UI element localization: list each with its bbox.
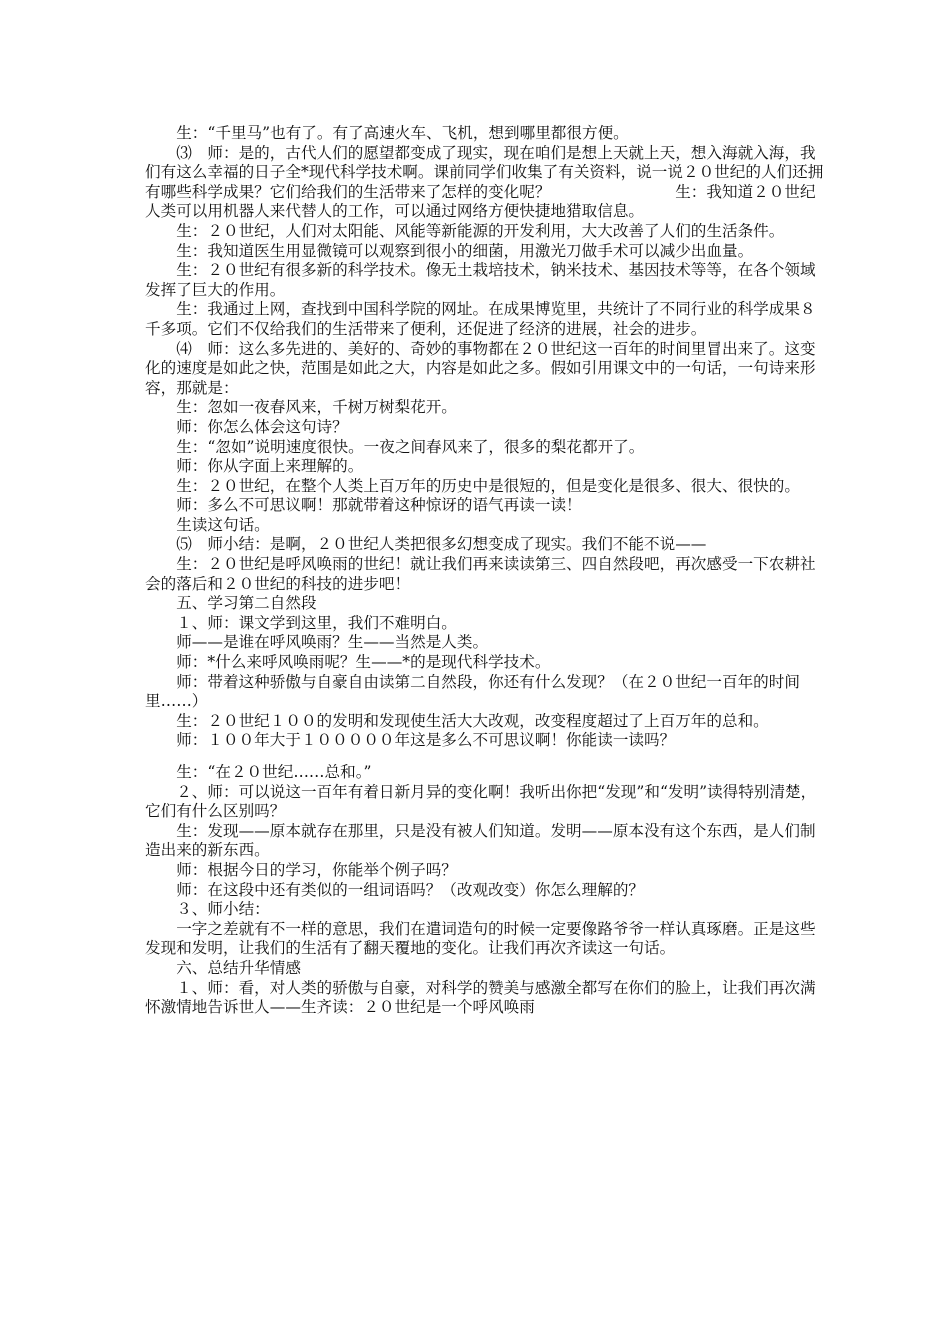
- paragraph: 师：在这段中还有类似的一组词语吗？（改观改变）你怎么理解的？: [176, 880, 645, 899]
- paragraph: 师——是谁在呼风唤雨？生——当然是人类。: [176, 633, 489, 652]
- paragraph: １、师：课文学到这里，我们不难明白。: [176, 613, 457, 632]
- paragraph: 师：你从字面上来理解的。: [176, 457, 364, 476]
- paragraph: 师：*什么来呼风唤雨呢？生——*的是现代科学技术。: [176, 653, 551, 672]
- paragraph: 师：你怎么体会这句诗？: [176, 417, 348, 436]
- paragraph: 生：发现——原本就存在那里，只是没有被人们知道。发明——原本没有这个东西，是人们制造出来的新东西。: [145, 821, 816, 860]
- paragraph: 师：带着这种骄傲与自豪自由读第二自然段，你还有什么发现？（在２０世纪一百年的时间里……）: [145, 672, 800, 711]
- paragraph: 生：我通过上网，查找到中国科学院的网址。在成果博览里，共统计了不同行业的科学成果８千多项。它们不仅给我们的生活带来了便利，还促进了经济的进展，社会的进步。: [145, 300, 816, 338]
- paragraph: 生：２０世纪有很多新的科学技术。像无土栽培技术，钠米技术、基因技术等等，在各个领域发挥了巨大的作用。: [145, 261, 816, 299]
- paragraph: 生：２０世纪，人们对太阳能、风能等新能源的开发利用，大大改善了人们的生活条件。: [176, 221, 785, 240]
- paragraph: 生：我知道医生用显微镜可以观察到很小的细菌，用激光刀做手术可以减少出血量。: [176, 241, 754, 260]
- paragraph: 一字之差就有不一样的意思，我们在遣词造句的时候一定要像路爷爷一样认真琢磨。正是这些发现和发明，让我们的生活有了翻天覆地的变化。让我们再次齐读这一句话。: [145, 919, 816, 958]
- paragraph: 生：“忽如”说明速度很快。一夜之间春风来了，很多的梨花都开了。: [176, 437, 645, 456]
- section-heading: 六、总结升华情感: [176, 958, 301, 977]
- paragraph: 生：２０世纪是呼风唤雨的世纪！就让我们再来读读第三、四自然段吧，再次感受一下农耕社会的落后和２０世纪的科技的进步吧！: [145, 555, 816, 593]
- paragraph: 生：２０世纪１００的发明和发现使生活大大改观，改变程度超过了上百万年的总和。: [176, 711, 769, 730]
- document-body: [145, 124, 825, 1018]
- paragraph: ⑶ 师：是的，古代人们的愿望都变成了现实，现在咱们是想上天就上天，想入海就入海，我们有这么幸福的日子全*现代科学技术啊。课前同学们收集了有关资料，说一说２０世纪的人们还拥有哪些科学成果？它们给我们的生活带来了怎样的变化呢？ 生：我知道２０世纪人类可以用机器人来代替人的工作，可以通过网络方便快捷地猎取信息。: [145, 143, 824, 221]
- paragraph: ２、师：可以说这一百年有着日新月异的变化啊！我听出你把“发现”和“发明”读得特别清楚，它们有什么区别吗？: [145, 782, 817, 821]
- paragraph: １、师：看，对人类的骄傲与自豪，对科学的赞美与感激全都写在你们的脸上，让我们再次满怀激情地告诉世人——生齐读：２０世纪是一个呼风唤雨: [145, 978, 816, 1017]
- section-heading: 五、学习第二自然段: [176, 594, 317, 613]
- paragraph: ⑸ 师小结：是啊，２０世纪人类把很多幻想变成了现实。我们不能不说——: [176, 535, 707, 554]
- paragraph: 生：“千里马”也有了。有了高速火车、飞机，想到哪里都很方便。: [176, 124, 629, 142]
- paragraph: 生读这句话。: [176, 515, 270, 534]
- paragraph: 师：多么不可思议啊！那就带着这种惊讶的语气再读一读！: [176, 496, 582, 515]
- paragraph: 生：“在２０世纪……总和。”: [176, 763, 372, 781]
- paragraph: ３、师小结：: [176, 900, 270, 919]
- paragraph: 生：忽如一夜春风来，千树万树梨花开。: [176, 398, 457, 417]
- paragraph: 师：根据今日的学习，你能举个例子吗？: [176, 860, 457, 879]
- paragraph: 生：２０世纪，在整个人类上百万年的历史中是很短的，但是变化是很多、很大、很快的。: [176, 476, 800, 495]
- paragraph: 师：１００年大于１０００００年这是多么不可思议啊！你能读一读吗？: [176, 731, 676, 750]
- paragraph: ⑷ 师：这么多先进的、美好的、奇妙的事物都在２０世纪这一百年的时间里冒出来了。这变化的速度是如此之快，范围是如此之大，内容是如此之多。假如引用课文中的一句话，一句诗来形容，那就是：: [145, 339, 816, 397]
